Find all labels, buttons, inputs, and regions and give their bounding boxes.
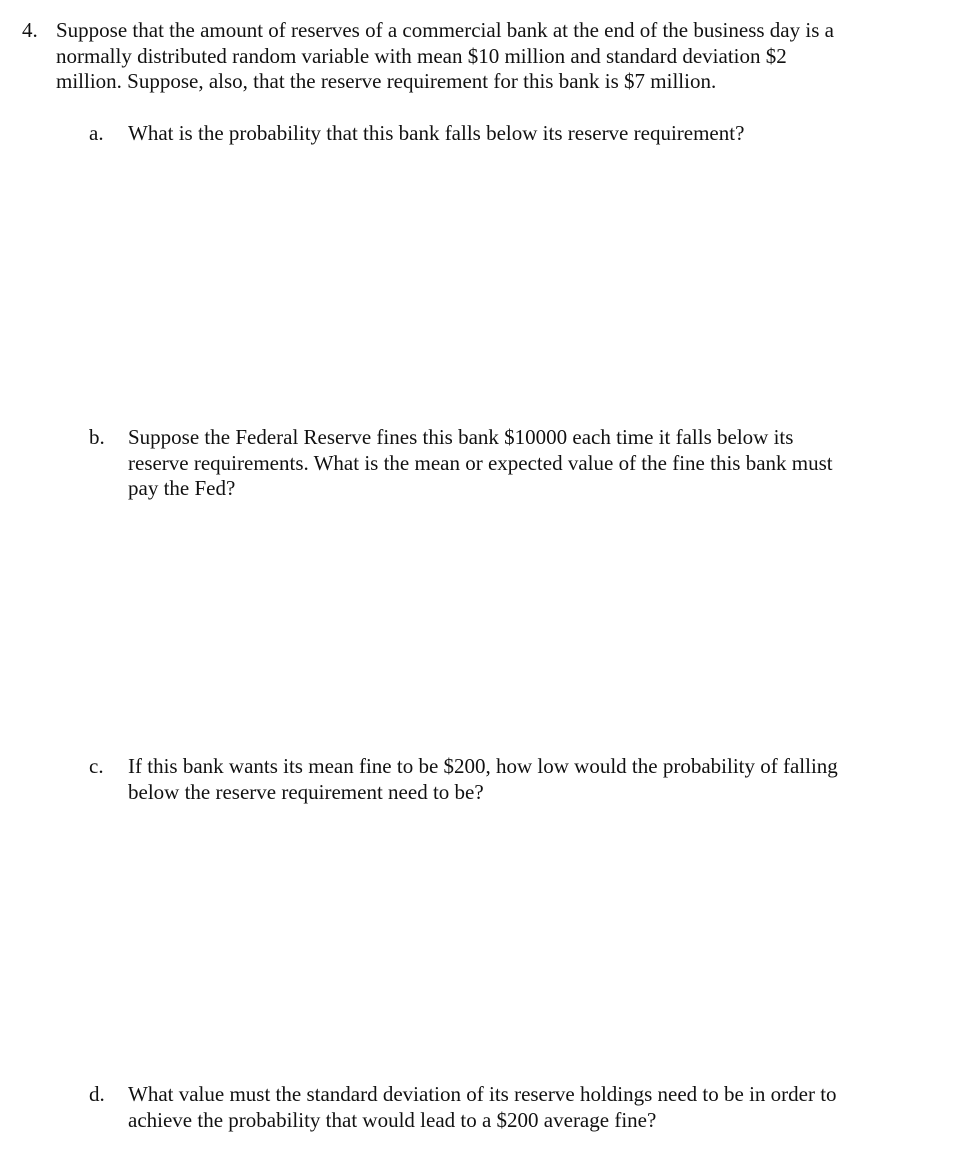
- part-c-label: c.: [89, 754, 104, 778]
- part-c-text: [128, 754, 838, 805]
- part-b-line: Suppose the Federal Reserve fines this bank $10000 each time it falls below its: [128, 425, 794, 449]
- question-stem-line: Suppose that the amount of reserves of a commercial bank at the end of the business day is a: [56, 18, 834, 42]
- question-stem-text: [56, 18, 834, 95]
- part-a-text: [128, 121, 744, 147]
- part-a-line: What is the probability that this bank falls below its reserve requirement?: [128, 121, 745, 145]
- part-d-label: d.: [89, 1082, 105, 1106]
- part-b-line: reserve requirements. What is the mean or expected value of the fine this bank must: [128, 450, 833, 475]
- part-a-label: a.: [89, 121, 104, 145]
- part-b-line: pay the Fed?: [128, 476, 236, 500]
- question-number: 4.: [22, 18, 38, 42]
- question-stem-line: normally distributed random variable with mean $10 million and standard deviation $2: [56, 43, 787, 68]
- part-c-line: below the reserve requirement need to be?: [128, 779, 484, 804]
- part-c-line: If this bank wants its mean fine to be $200, how low would the probability of falling: [128, 754, 838, 778]
- part-d-line: achieve the probability that would lead to a $200 average fine?: [128, 1107, 657, 1132]
- question-stem-line: million. Suppose, also, that the reserve requirement for this bank is $7 million.: [56, 69, 717, 93]
- part-d-text: [128, 1082, 837, 1133]
- part-b-text: [128, 425, 833, 502]
- part-d-line: What value must the standard deviation of its reserve holdings need to be in order to: [128, 1082, 837, 1106]
- part-b-label: b.: [89, 425, 105, 449]
